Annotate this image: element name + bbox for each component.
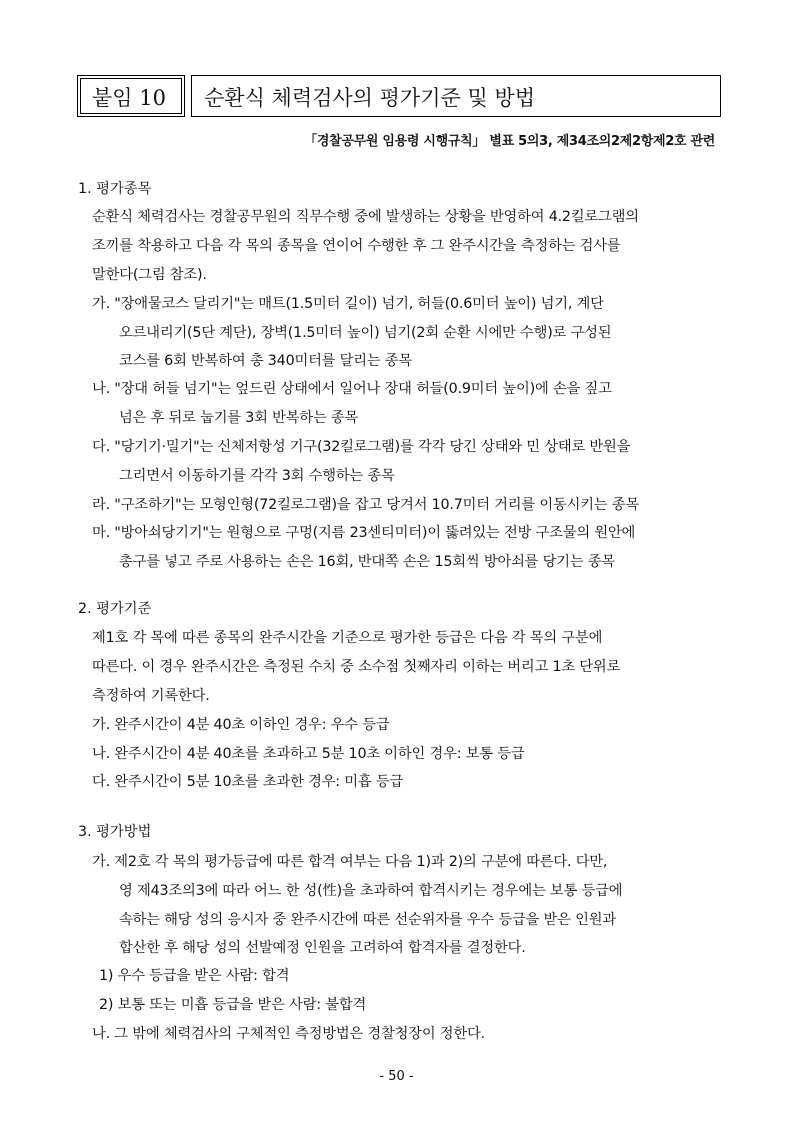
paragraph-line: 순환식 체력검사는 경찰공무원의 직무수행 중에 발생하는 상황을 반영하여 4.2킬로그램의 [92, 209, 639, 225]
list-item: 다. 완주시간이 5분 10초를 초과한 경우: 미흡 등급 [92, 774, 404, 790]
list-item-continuation: 총구를 넣고 주로 사용하는 손은 16회, 반대쪽 손은 15회씩 방아쇠를 당기는 종목 [119, 554, 616, 570]
page-title: 순환식 체력검사의 평가기준 및 방법 [204, 86, 535, 110]
list-item: 나. "장대 허들 넘기"는 엎드린 상태에서 일어나 장대 허들(0.9미터 높이)에 손을 짚고 [92, 381, 612, 397]
list-item-continuation: 코스를 6회 반복하여 총 340미터를 달리는 종목 [119, 353, 413, 369]
paragraph-line: 조끼를 착용하고 다음 각 목의 종목을 연이어 수행한 후 그 완주시간을 측정하는 검사를 [92, 238, 621, 254]
sub-list-item: 2) 보통 또는 미흡 등급을 받은 사람: 불합격 [99, 997, 367, 1013]
section-heading: 1. 평가종목 [78, 181, 152, 197]
list-item: 나. 그 밖에 체력검사의 구체적인 측정방법은 경찰청장이 정한다. [92, 1026, 485, 1042]
list-item: 다. "당기기·밀기"는 신체저항성 기구(32킬로그램)를 각각 당긴 상태와 민 상태로 반원을 [92, 439, 631, 455]
section-heading: 2. 평가기준 [78, 601, 152, 617]
list-item-continuation: 영 제43조의3에 따라 어느 한 성(性)을 초과하여 합격시키는 경우에는 보통 등급에 [119, 883, 623, 899]
list-item-continuation: 그리면서 이동하기를 각각 3회 수행하는 종목 [119, 468, 395, 484]
list-item: 가. 완주시간이 4분 40초 이하인 경우: 우수 등급 [92, 717, 390, 733]
appendix-label: 붙임 10 [92, 86, 166, 110]
list-item-continuation: 넘은 후 뒤로 눕기를 3회 반복하는 종목 [119, 410, 359, 426]
paragraph-line: 따른다. 이 경우 완주시간은 측정된 수치 중 소수점 첫째자리 이하는 버리고 1초 단위로 [92, 659, 621, 675]
list-item: 라. "구조하기"는 모형인형(72킬로그램)을 잡고 당겨서 10.7미터 거리를 이동시키는 종목 [92, 497, 639, 513]
list-item-continuation: 오르내리기(5단 계단), 장벽(1.5미터 높이) 넘기(2회 순환 시에만 수행)로 구성된 [119, 325, 612, 341]
section-heading: 3. 평가방법 [78, 824, 152, 840]
page-number: - 50 - [379, 1069, 414, 1084]
paragraph-line: 측정하여 기록한다. [92, 688, 210, 704]
list-item-continuation: 합산한 후 해당 성의 선발예정 인원을 고려하여 합격자를 결정한다. [119, 940, 526, 956]
paragraph-line: 제1호 각 목에 따른 종목의 완주시간을 기준으로 평가한 등급은 다음 각 목의 구분에 [92, 630, 603, 646]
list-item: 가. 제2호 각 목의 평가등급에 따른 합격 여부는 다음 1)과 2)의 구분에 따른다. 다만, [92, 854, 608, 870]
list-item: 가. "장애물코스 달리기"는 매트(1.5미터 길이) 넘기, 허들(0.6미터 높이) 넘기, 계단 [92, 296, 604, 312]
list-item: 마. "방아쇠당기기"는 원형으로 구멍(지름 23센티미터)이 뚫려있는 전방 구조물의 원안에 [92, 525, 636, 541]
list-item-continuation: 속하는 해당 성의 응시자 중 완주시간에 따른 선순위자를 우수 등급을 받은 인원과 [119, 912, 616, 928]
list-item: 나. 완주시간이 4분 40초를 초과하고 5분 10초 이하인 경우: 보통 등급 [92, 746, 525, 762]
appendix-label-box [77, 75, 185, 117]
title-box [191, 75, 721, 117]
paragraph-line: 말한다(그림 참조). [92, 267, 207, 283]
sub-list-item: 1) 우수 등급을 받은 사람: 합격 [99, 968, 290, 984]
legal-reference: 「경찰공무원 임용령 시행규칙」 별표 5의3, 제34조의2제2항제2호 관련 [304, 134, 715, 149]
